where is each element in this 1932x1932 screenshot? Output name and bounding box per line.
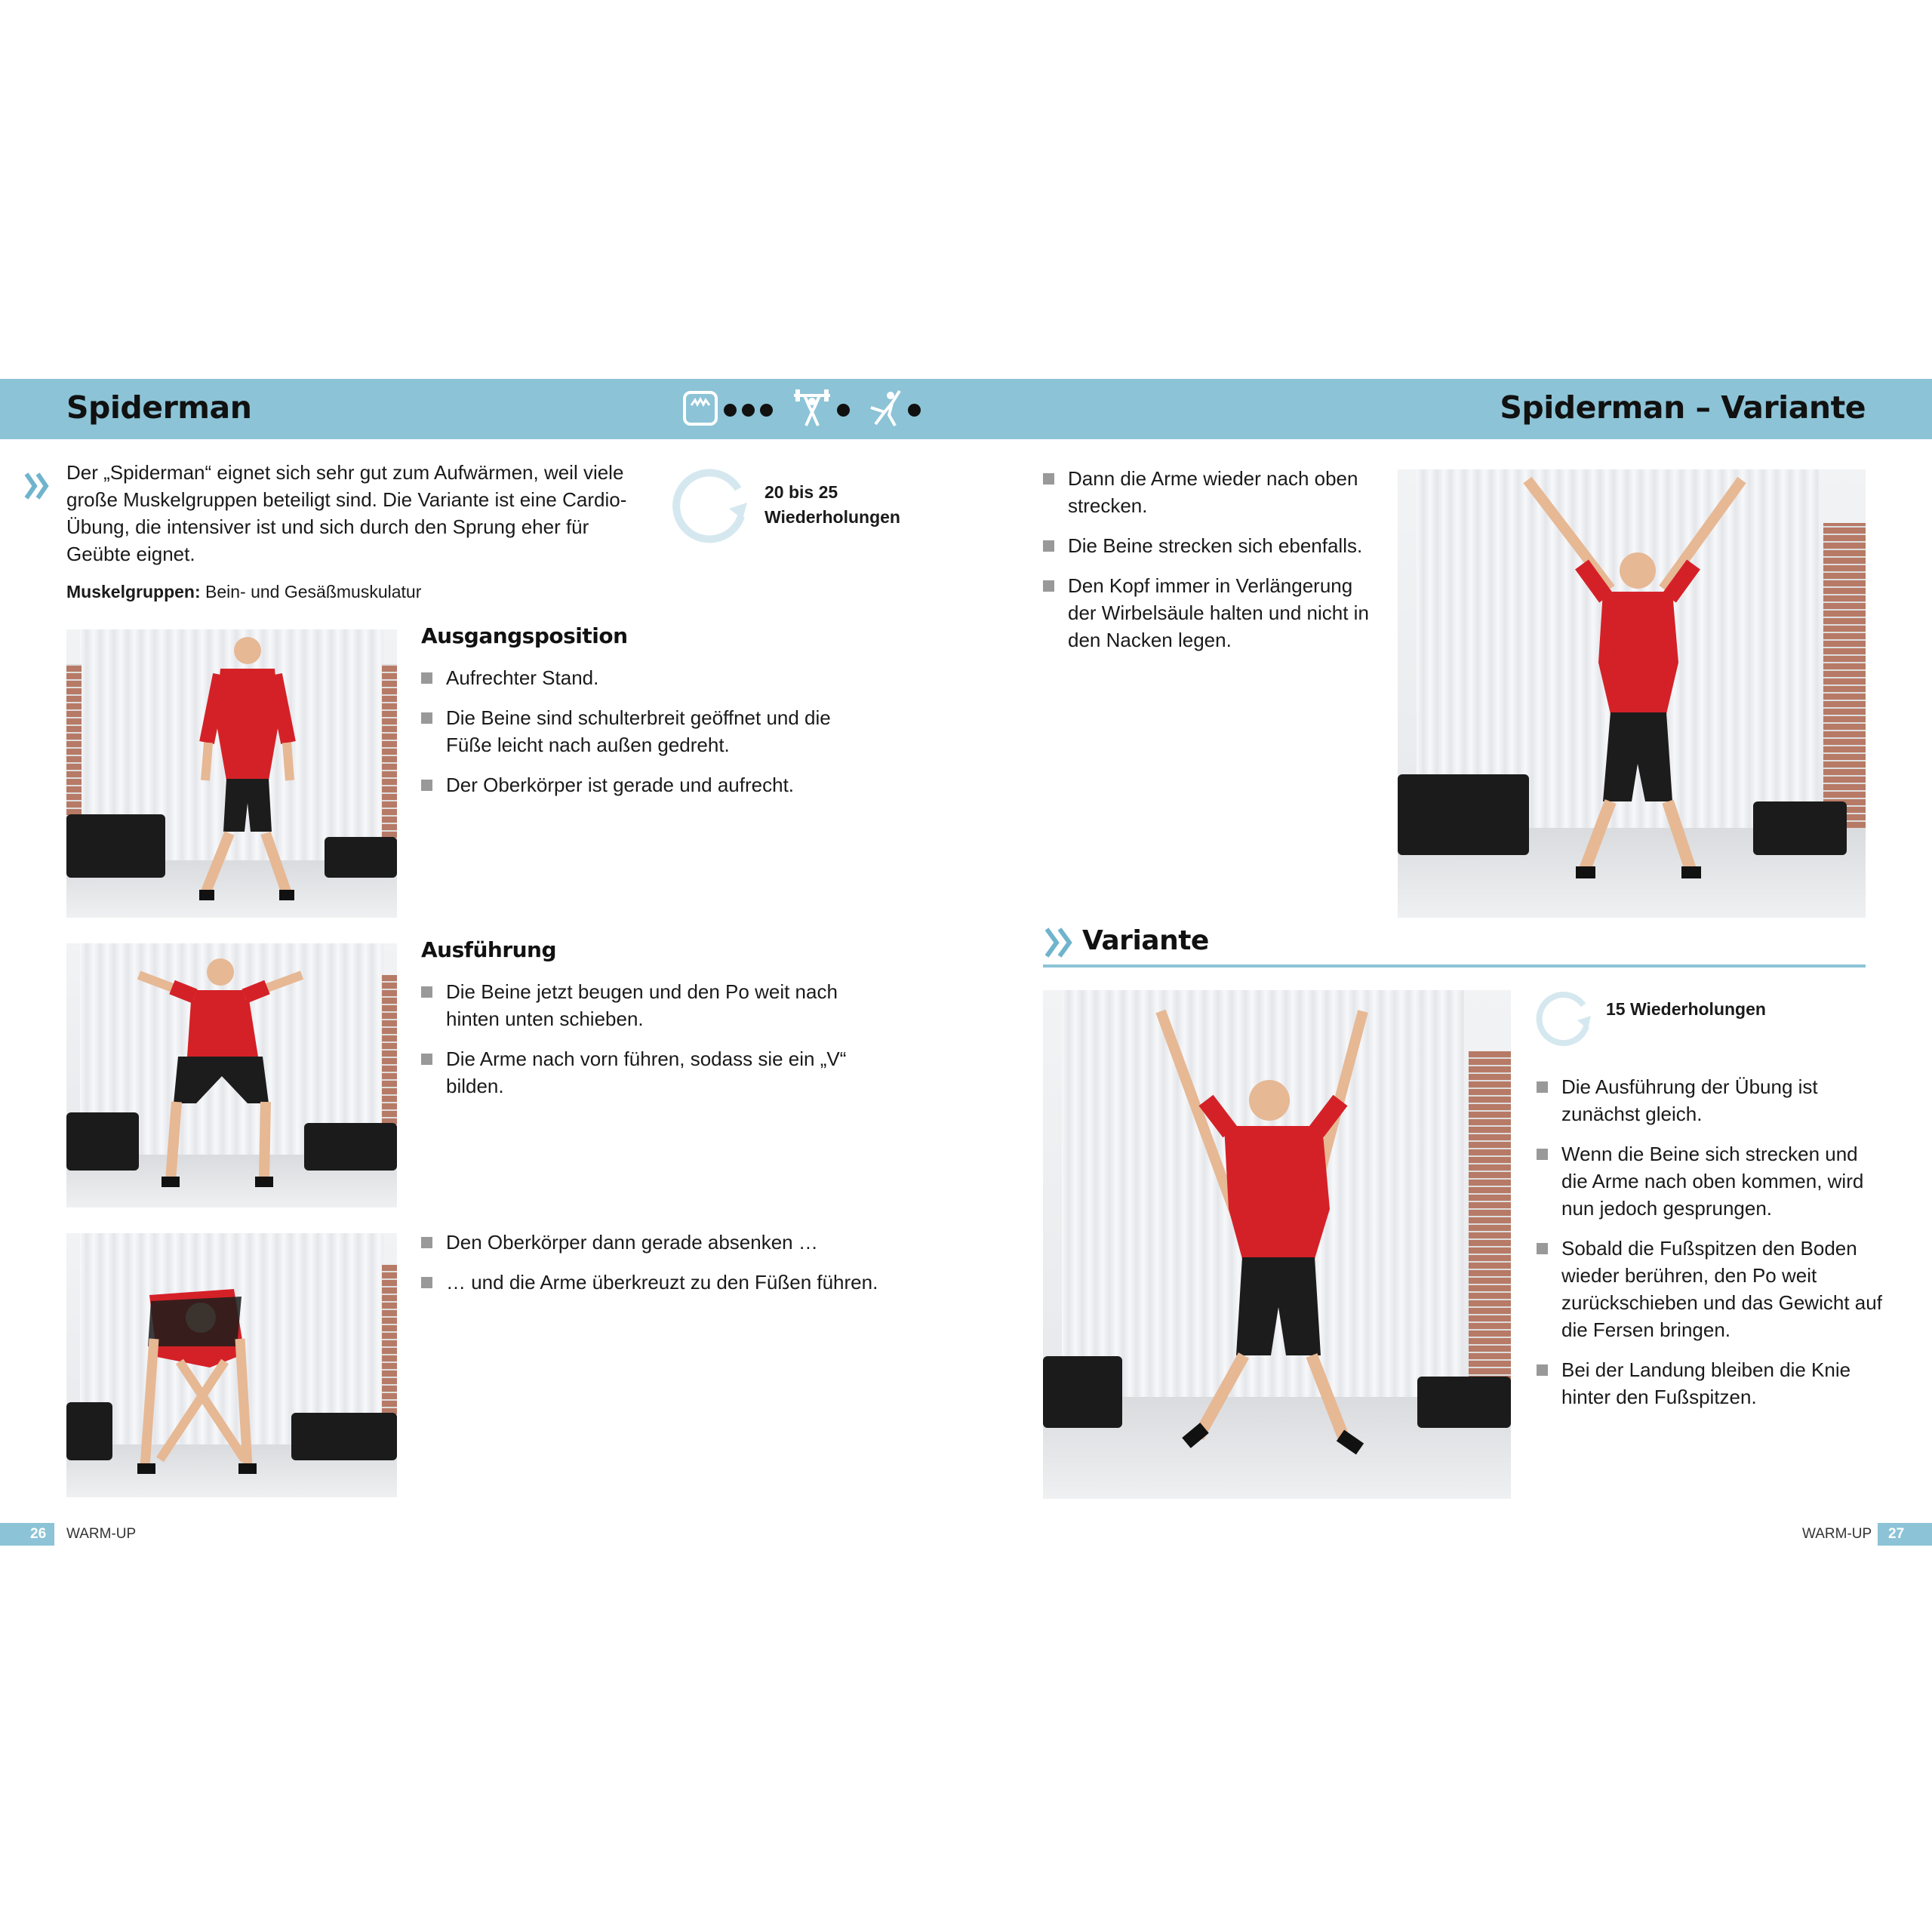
section-label-left: WARM-UP [66, 1526, 137, 1542]
photo-jump [1043, 990, 1511, 1499]
list-item: … und die Arme überkreuzt zu den Füßen führen. [421, 1269, 904, 1296]
list-variante [1537, 1073, 1884, 1423]
level-dot [742, 404, 755, 417]
list-item: Wenn die Beine sich strecken und die Arme nach oben kommen, wird nun jedoch gesprungen. [1537, 1140, 1884, 1222]
heading-variante: Variante [1082, 925, 1209, 956]
muscle-groups-value: Bein- und Gesäßmuskulatur [205, 582, 422, 601]
list-item: Die Ausführung der Übung ist zunächst gleich. [1537, 1073, 1884, 1128]
list-item: Aufrechter Stand. [421, 664, 844, 691]
list-item: Dann die Arme wieder nach oben strecken. [1043, 465, 1383, 519]
list-item: Die Beine sind schulterbreit geöffnet und die Füße leicht nach außen gedreht. [421, 704, 844, 758]
page-title-left: Spiderman [66, 389, 252, 426]
photo-bend-down [66, 1233, 397, 1497]
list-item: Sobald die Fußspitzen den Boden wieder berühren, den Po weit zurückschieben und das Gewicht auf die Fersen bringen. [1537, 1235, 1884, 1343]
reps-text [764, 480, 900, 530]
stretching-icon [869, 389, 903, 431]
variante-reps: 15 Wiederholungen [1606, 999, 1766, 1019]
photo-arms-up [1398, 469, 1866, 918]
double-chevron-icon [1044, 927, 1073, 962]
intro-text: Der „Spiderman“ eignet sich sehr gut zum Aufwärmen, weil viele große Muskelgruppen beteiligt sind. Die Variante ist eine Cardio-Übung, die intensiver ist und sich durch den Sprung eher für Geübte eignet. [66, 461, 627, 565]
endurance-icon [682, 390, 718, 430]
double-chevron-icon [24, 472, 50, 504]
heading-ausfuehrung: Ausführung [421, 937, 557, 962]
repeat-icon [1532, 986, 1595, 1051]
muscle-groups-label: Muskelgruppen: [66, 582, 201, 601]
repeat-icon [669, 462, 753, 547]
list-right-top [1043, 465, 1383, 666]
level-dot [724, 404, 737, 417]
reps-count: 20 bis 25 [764, 482, 838, 502]
photo-execution [66, 943, 397, 1208]
list-item: Die Beine strecken sich ebenfalls. [1043, 532, 1383, 559]
list-item: Der Oberkörper ist gerade und aufrecht. [421, 771, 844, 798]
list-item: Die Arme nach vorn führen, sodass sie ein „V“ bilden. [421, 1045, 874, 1100]
list-item: Die Beine jetzt beugen und den Po weit nach hinten unten schieben. [421, 978, 874, 1032]
list-ausfuehrung [421, 978, 874, 1112]
page-number-right: 27 [1878, 1523, 1932, 1546]
list-ausgangsposition [421, 664, 844, 811]
page-title-right: Spiderman – Variante [1500, 389, 1866, 426]
level-dot [908, 404, 921, 417]
list-item: Bei der Landung bleiben die Knie hinter den Fußspitzen. [1537, 1356, 1884, 1411]
list-step3 [421, 1229, 904, 1309]
header-banner [0, 379, 1932, 439]
photo-starting-position [66, 629, 397, 918]
muscle-groups [66, 578, 421, 605]
page-number-left: 26 [0, 1523, 54, 1546]
level-dot [760, 404, 773, 417]
section-label-right: WARM-UP [1802, 1526, 1872, 1542]
list-item: Den Kopf immer in Verlängerung der Wirbelsäule halten und nicht in den Nacken legen. [1043, 572, 1383, 654]
section-divider [1043, 964, 1866, 968]
heading-ausgangsposition: Ausgangsposition [421, 623, 628, 648]
list-item: Den Oberkörper dann gerade absenken … [421, 1229, 904, 1256]
level-dot [837, 404, 850, 417]
reps-unit: Wiederholungen [764, 507, 900, 527]
strength-icon [792, 389, 832, 431]
intensity-icons [682, 391, 921, 429]
